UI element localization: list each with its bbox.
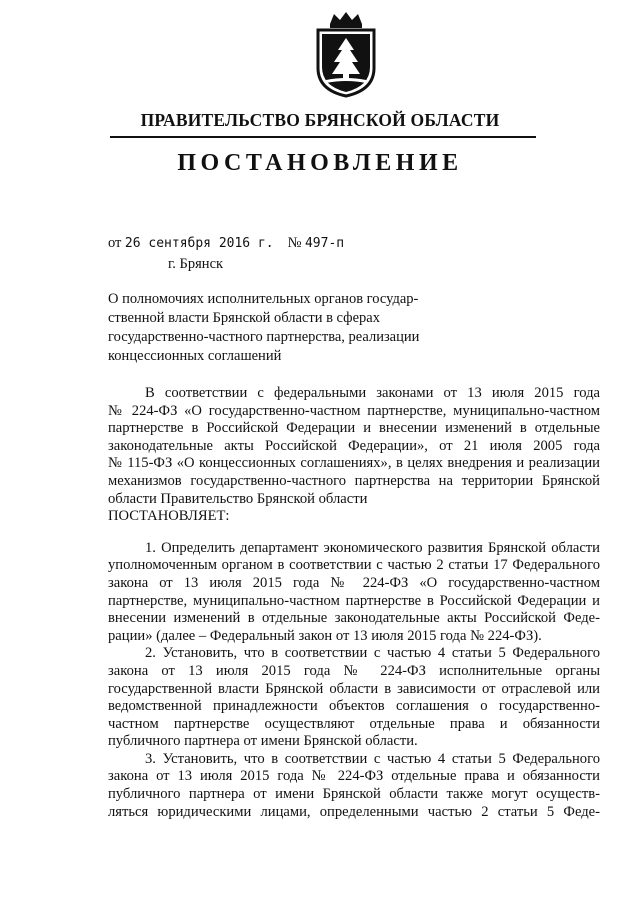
item-3-line: публичного партнера от имени Брянской области также могут осуществ- bbox=[108, 786, 600, 803]
preamble-line: законодательные акты Российской Федерации», от 21 июля 2005 года bbox=[108, 437, 600, 454]
item-1-line: закона от 13 июля 2015 года № 224-ФЗ «О государственно-частном bbox=[108, 574, 600, 591]
preamble-line: механизмов государственно-частного партнерства на территории Брянской bbox=[108, 472, 600, 489]
city: г. Брянск bbox=[168, 256, 224, 272]
item-2-line: закона от 13 июля 2015 года № 224-ФЗ исполнительные органы bbox=[108, 662, 600, 679]
preamble-line: № 224-ФЗ «О государственно-частном партнерстве, муниципально-частном bbox=[108, 402, 600, 419]
item-3-line: 3. Установить, что в соответствии с частью 4 статьи 5 Федерального bbox=[145, 750, 600, 767]
item-1-line: уполномоченным органом в соответствии с частью 2 статьи 17 Федерального bbox=[108, 557, 600, 574]
item-2-line: государственной власти Брянской области в зависимости от отраслевой или bbox=[108, 680, 600, 697]
item-2-line: частном партнерстве осуществляют отдельные права и обязанности bbox=[108, 715, 600, 732]
document-type: ПОСТАНОВЛЕНИЕ bbox=[177, 150, 463, 176]
date-prefix: от bbox=[108, 235, 122, 251]
subject-line: концессионных соглашений bbox=[108, 348, 282, 364]
document-number: 497-п bbox=[304, 236, 345, 251]
item-2-line: публичного партнера от имени Брянской области. bbox=[108, 733, 418, 750]
preamble-line: области Правительство Брянской области bbox=[108, 490, 368, 507]
subject-line: государственно-частного партнерства, реализации bbox=[108, 329, 420, 345]
header-rule bbox=[110, 136, 536, 138]
item-2-line: 2. Установить, что в соответствии с частью 4 статьи 5 Федерального bbox=[145, 645, 600, 662]
item-3-line: ляться юридическими лицами, определенными частью 2 статьи 5 Феде- bbox=[108, 803, 600, 820]
number-sign: № bbox=[287, 235, 302, 251]
subject-line: О полномочиях исполнительных органов государ- bbox=[108, 291, 419, 307]
document-subject bbox=[108, 290, 448, 366]
item-1-line: партнерстве, муниципально-частном партнерстве в Российской Федерации и bbox=[108, 592, 600, 609]
item-3-line: закона от 13 июля 2015 года № 224-ФЗ отдельные права и обязанности bbox=[108, 768, 600, 785]
preamble-line: В соответствии с федеральными законами от 13 июля 2015 года bbox=[145, 385, 600, 401]
document-date: 26 сентября 2016 г. bbox=[124, 236, 274, 251]
resolves-heading: ПОСТАНОВЛЯЕТ: bbox=[108, 508, 230, 525]
preamble-line: № 115-ФЗ «О концессионных соглашениях», в целях внедрения и реализации bbox=[108, 455, 600, 472]
document-body bbox=[108, 385, 600, 821]
bryansk-coat-of-arms-icon bbox=[312, 10, 380, 98]
item-1-line: внесении изменений в отдельные законодательные акты Российской Феде- bbox=[108, 610, 600, 627]
preamble-line: партнерстве в Российской Федерации и внесении изменений в отдельные bbox=[108, 420, 600, 437]
item-1-line: 1. Определить департамент экономического развития Брянской области bbox=[145, 539, 600, 556]
subject-line: ственной власти Брянской области в сферах bbox=[108, 310, 380, 326]
item-1-line: рации» (далее – Федеральный закон от 13 июля 2015 года № 224-ФЗ). bbox=[108, 627, 542, 644]
government-title: ПРАВИТЕЛЬСТВО БРЯНСКОЙ ОБЛАСТИ bbox=[140, 110, 500, 130]
item-2-line: ведомственной принадлежности объектов соглашения о государственно- bbox=[108, 698, 600, 715]
date-line bbox=[108, 235, 344, 252]
